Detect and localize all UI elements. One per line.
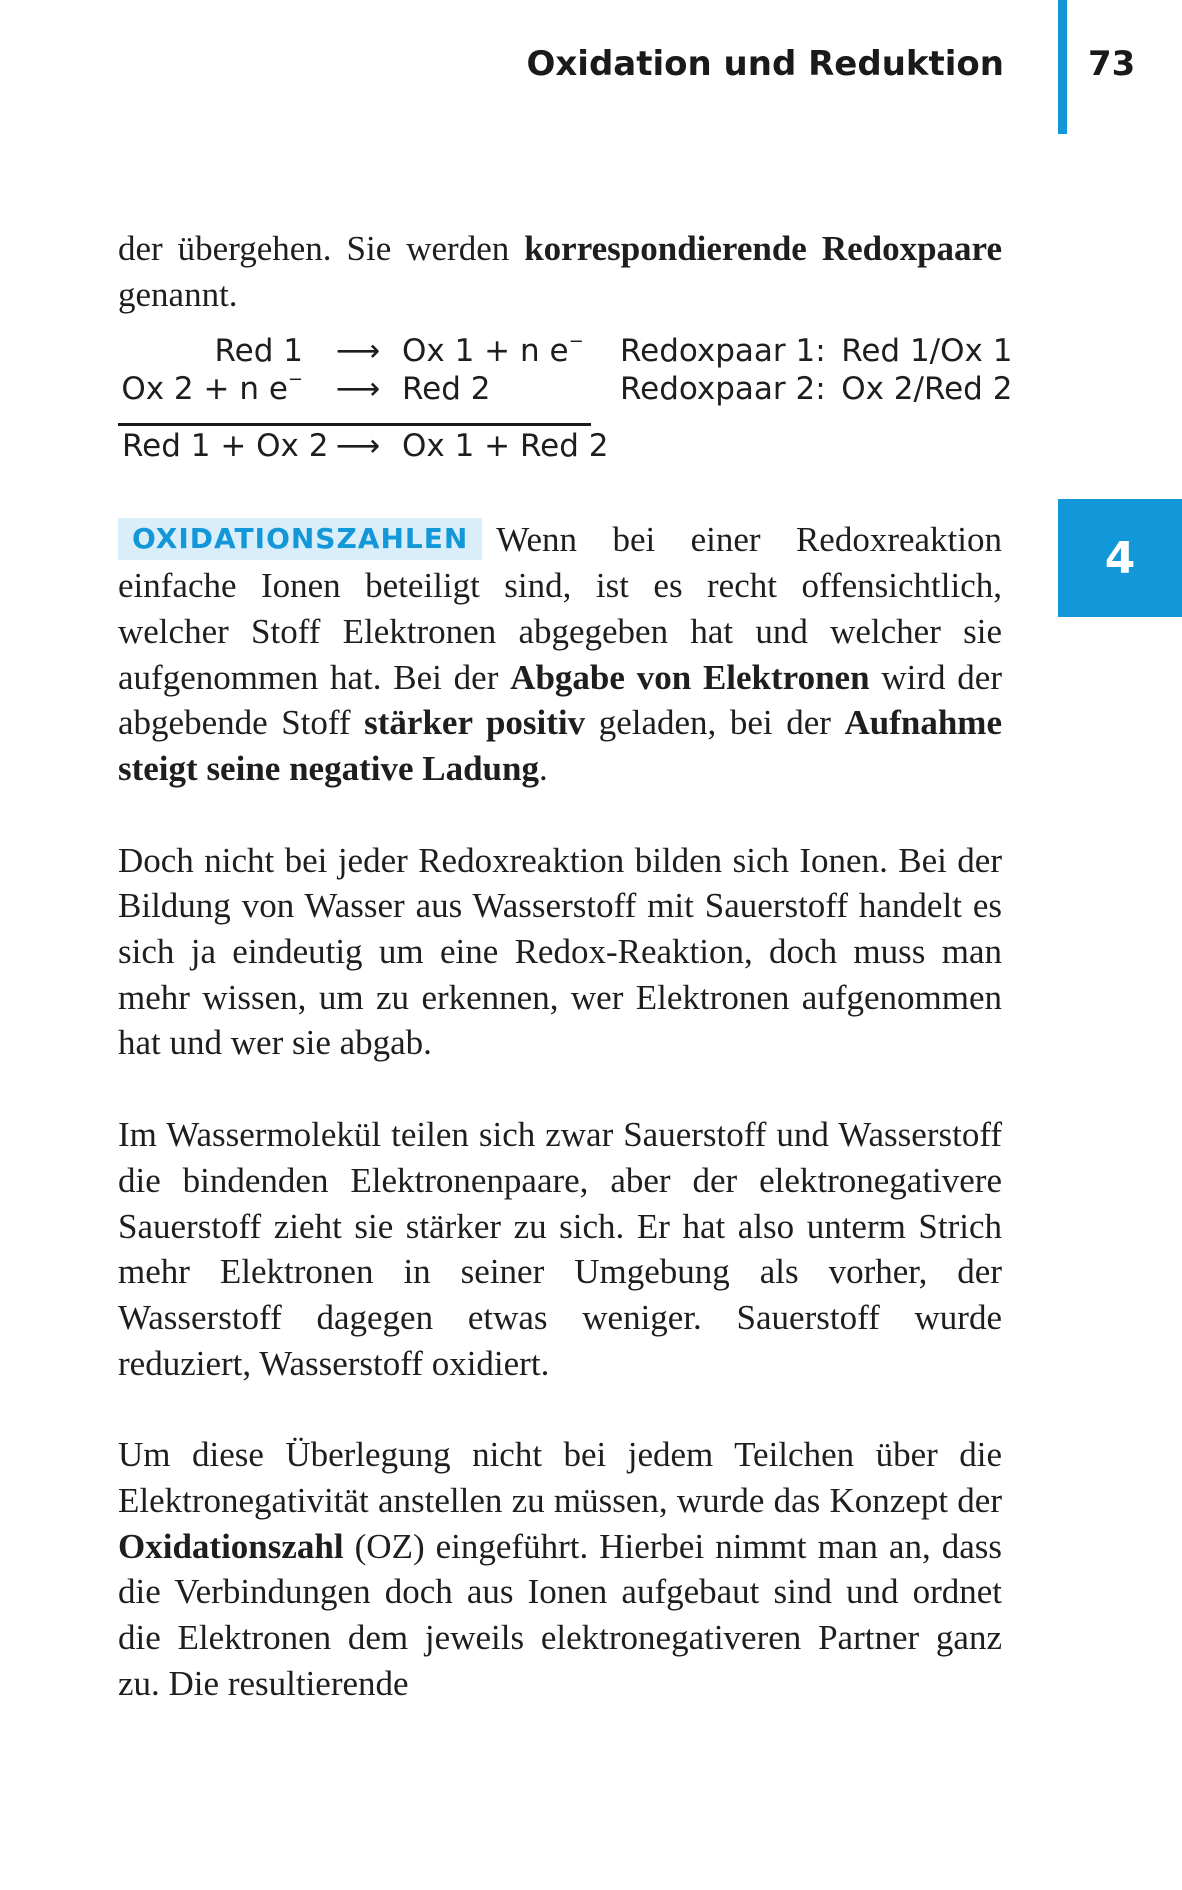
eq-total-right: Ox 1 + Red 2: [402, 428, 609, 465]
eq1-arrow: ⟶: [335, 333, 381, 370]
chapter-tab: 4: [1058, 499, 1182, 617]
eq-total-arrow: ⟶: [335, 428, 381, 465]
page-number: 73: [1088, 44, 1136, 84]
intro-paragraph: der übergehen. Sie werden korrespondierende Redoxpaare genannt.: [118, 229, 1002, 314]
redoxpaar-1: Redoxpaar 1: Red 1/Ox 1: [620, 333, 1013, 370]
minus-superscript: −: [287, 369, 303, 391]
body-paragraph-oxidationszahl: Um diese Überlegung nicht bei jedem Teilchen über die Elektronegativität anstellen zu müssen, wurde das Konzept der Oxidationszahl (OZ) eingeführt. Hierbei nimmt man an, dass die Verbindungen doch aus Ionen aufgebaut sind und ordnet die Elektronen dem jeweils elektronegativeren Partner ganz zu. Die resultierende: [118, 1435, 1002, 1703]
eq-total-left: Red 1 + Ox 2: [122, 428, 329, 465]
oxidationszahlen-paragraph: OXIDATIONSZAHLEN Wenn bei einer Redoxreaktion einfache Ionen beteiligt sind, ist es recht offensichtlich, welcher Stoff Elektronen abgegeben hat und welcher sie aufgenommen hat. Bei der Abgabe von Elektronen wird der abgebende Stoff stärker positiv geladen, bei der Aufnahme steigt seine negative Ladung.: [118, 520, 1002, 788]
term-oxidationszahl: Oxidationszahl: [118, 1526, 344, 1566]
page-body: [118, 226, 1013, 1707]
running-header-title: Oxidation und Reduktion: [526, 44, 1004, 84]
redox-equations: [118, 325, 1013, 475]
body-paragraph-ionen: Doch nicht bei jeder Redoxreaktion bilden sich Ionen. Bei der Bildung von Wasser aus Wasserstoff mit Sauerstoff handelt es sich ja eindeutig um eine Redox-Reaktion, doch muss man mehr wissen, um zu erkennen, wer Elektronen aufgenommen hat und wer sie abgab.: [118, 840, 1002, 1063]
eq2-arrow: ⟶: [335, 371, 381, 408]
redoxpaar-2: Redoxpaar 2: Ox 2/Red 2: [620, 371, 1013, 408]
section-keyword: OXIDATIONSZAHLEN: [118, 518, 482, 560]
sum-line: [118, 423, 591, 426]
eq2-right: Red 2: [402, 371, 491, 408]
eq2-left: Ox 2 + n e−: [121, 369, 303, 408]
eq1-left: Red 1: [214, 333, 303, 370]
eq1-right: Ox 1 + n e−: [402, 331, 584, 370]
header-divider-bar: [1058, 0, 1067, 134]
minus-superscript: −: [568, 331, 584, 353]
term-redoxpaare: korrespondierende Redoxpaare: [524, 229, 1002, 268]
body-paragraph-wassermolekuel: Im Wassermolekül teilen sich zwar Sauerstoff und Wasserstoff die bindenden Elektronenpaare, aber der elektronegativere Sauerstoff zieht sie stärker zu sich. Er hat also unterm Strich mehr Elektronen in seiner Umgebung als vorher, der Wasserstoff dagegen etwas weniger. Sauerstoff wurde reduziert, Wasserstoff oxidiert.: [118, 1115, 1002, 1383]
